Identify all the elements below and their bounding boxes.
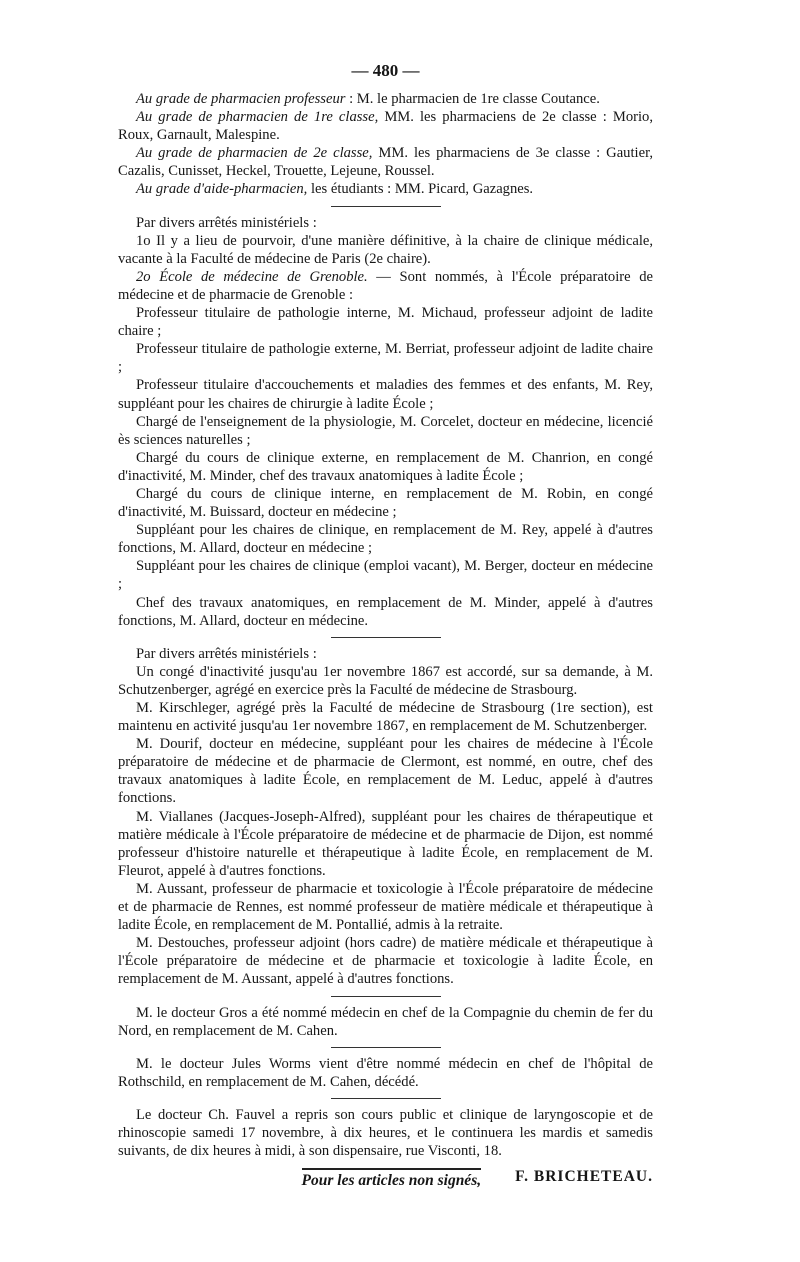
italic-lead: Au grade d'aide-pharmacien, [136, 181, 308, 198]
paragraph: Un congé d'inactivité jusqu'au 1er novembre 1867 est accordé, sur sa demande, à M. Schutzenberger, agrégé en exercice près la Faculté de médecine de Strasbourg. [118, 663, 653, 698]
paragraph-text: MM. les pharmaciens de 2e classe : Morio, Roux, Garnault, Malespine. [118, 109, 654, 144]
signature-name: F. BRICHETEAU. [515, 1168, 653, 1186]
paragraph: M. le docteur Gros a été nommé médecin en chef de la Compagnie du chemin de fer du Nord, en remplacement de M. Cahen. [118, 1004, 653, 1039]
paragraph: M. Dourif, docteur en médecine, suppléant pour les chaires de médecine à l'École préparatoire de médecine et de pharmacie de Clermont, est nommé, en outre, chef des travaux anatomiques à ladite École, en remplacement de M. Leduc, appelé à d'autres fonctions. [118, 736, 653, 807]
paragraph: Professeur titulaire de pathologie interne, M. Michaud, professeur adjoint de ladite chaire ; [118, 305, 653, 340]
italic-lead: Au grade de pharmacien professeur [136, 91, 346, 107]
paragraph [118, 180, 653, 198]
paragraph: M. le docteur Jules Worms vient d'être nommé médecin en chef de l'hôpital de Rothschild, en remplacement de M. Cahen, décédé. [118, 1055, 653, 1090]
paragraph: Chef des travaux anatomiques, en remplacement de M. Minder, appelé à d'autres fonctions, M. Allard, docteur en médecine. [118, 594, 653, 629]
paragraph-text: MM. les pharmaciens de 3e classe : Gautier, Cazalis, Cunisset, Heckel, Trouette, Lejeune, Roussel. [118, 145, 653, 180]
paragraph: Par divers arrêtés ministériels : [136, 214, 317, 231]
paragraph-text: : M. le pharmacien de 1re classe Coutance. [345, 91, 600, 107]
document-page [118, 62, 653, 1190]
paragraph [118, 144, 653, 180]
paragraph: M. Aussant, professeur de pharmacie et toxicologie à l'École préparatoire de médecine et de pharmacie de Rennes, est nommé professeur de matière médicale et thérapeutique à ladite École, en remplacement de M. Pontallié, admis à la retraite. [118, 880, 653, 934]
paragraph: Professeur titulaire de pathologie externe, M. Berriat, professeur adjoint de ladite chaire ; [118, 341, 653, 376]
divider [331, 206, 441, 207]
paragraph: Par divers arrêtés ministériels : [136, 645, 317, 662]
block-fauvel [118, 1106, 653, 1160]
paragraph: M. Kirschleger, agrégé près la Faculté de médecine de Strasbourg (1re section), est maintenu en activité jusqu'au 1er novembre 1867, en remplacement de M. Schutzenberger. [118, 700, 653, 735]
paragraph: Le docteur Ch. Fauvel a repris son cours public et clinique de laryngoscopie et de rhinoscopie samedi 17 novembre, à dix heures, et le continuera les mardis et samedis suivants, de dix heures à midi, à son dispensaire, rue Visconti, 18. [118, 1106, 653, 1160]
divider [331, 1098, 441, 1099]
divider [331, 1047, 441, 1048]
paragraph: Suppléant pour les chaires de clinique, en remplacement de M. Rey, appelé à d'autres fonctions, M. Allard, docteur en médecine ; [118, 522, 653, 557]
signature-note: Pour les articles non signés, [302, 1168, 482, 1190]
block-grades [118, 90, 653, 199]
paragraph [118, 108, 653, 144]
paragraph: M. Destouches, professeur adjoint (hors cadre) de matière médicale et thérapeutique à l'École préparatoire de médecine et de pharmacie et toxicologie à ladite École, en remplacement de M. Aussant, appelé à d'autres fonctions. [118, 935, 653, 988]
paragraph-text: les étudiants : MM. Picard, Gazagnes. [307, 181, 534, 198]
italic-lead: Au grade de pharmacien de 1re classe, [136, 109, 379, 126]
paragraph [118, 268, 653, 304]
paragraph [118, 90, 653, 108]
divider [331, 637, 441, 638]
divider [331, 996, 441, 997]
paragraph-text: — Sont nommés, à l'École préparatoire de médecine et de pharmacie de Grenoble : [118, 268, 653, 303]
paragraph: Suppléant pour les chaires de clinique (emploi vacant), M. Berger, docteur en médecine ; [118, 558, 653, 593]
paragraph: M. Viallanes (Jacques-Joseph-Alfred), suppléant pour les chaires de thérapeutique et matière médicale à l'École préparatoire de médecine et de pharmacie de Dijon, est nommé professeur d'histoire naturelle et thérapeutique à ladite École, en remplacement de M. Fleurot, appelé à d'autres fonctions. [118, 808, 653, 879]
signature [118, 1168, 653, 1190]
italic-lead: 2o École de médecine de Grenoble. [136, 268, 368, 285]
italic-lead: Au grade de pharmacien de 2e classe, [136, 145, 373, 162]
page-number: — 480 — [351, 61, 420, 80]
paragraph: Chargé de l'enseignement de la physiologie, M. Corcelet, docteur en médecine, licencié ès sciences naturelles ; [118, 413, 653, 448]
block-arretes [118, 645, 653, 989]
paragraph: 1o Il y a lieu de pourvoir, d'une manière définitive, à la chaire de clinique médicale, vacante à la Faculté de médecine de Paris (2e chaire). [118, 232, 653, 267]
paragraph: Professeur titulaire d'accouchements et maladies des femmes et des enfants, M. Rey, suppléant pour les chaires de chirurgie à ladite École ; [118, 377, 653, 412]
paragraph: Chargé du cours de clinique externe, en remplacement de M. Chanrion, en congé d'inactivité, M. Minder, chef des travaux anatomiques à ladite École ; [118, 449, 653, 484]
block-grenoble [118, 214, 653, 630]
block-worms [118, 1055, 653, 1091]
paragraph: Chargé du cours de clinique interne, en remplacement de M. Robin, en congé d'inactivité, M. Buissard, docteur en médecine ; [118, 485, 653, 521]
block-gros [118, 1004, 653, 1040]
